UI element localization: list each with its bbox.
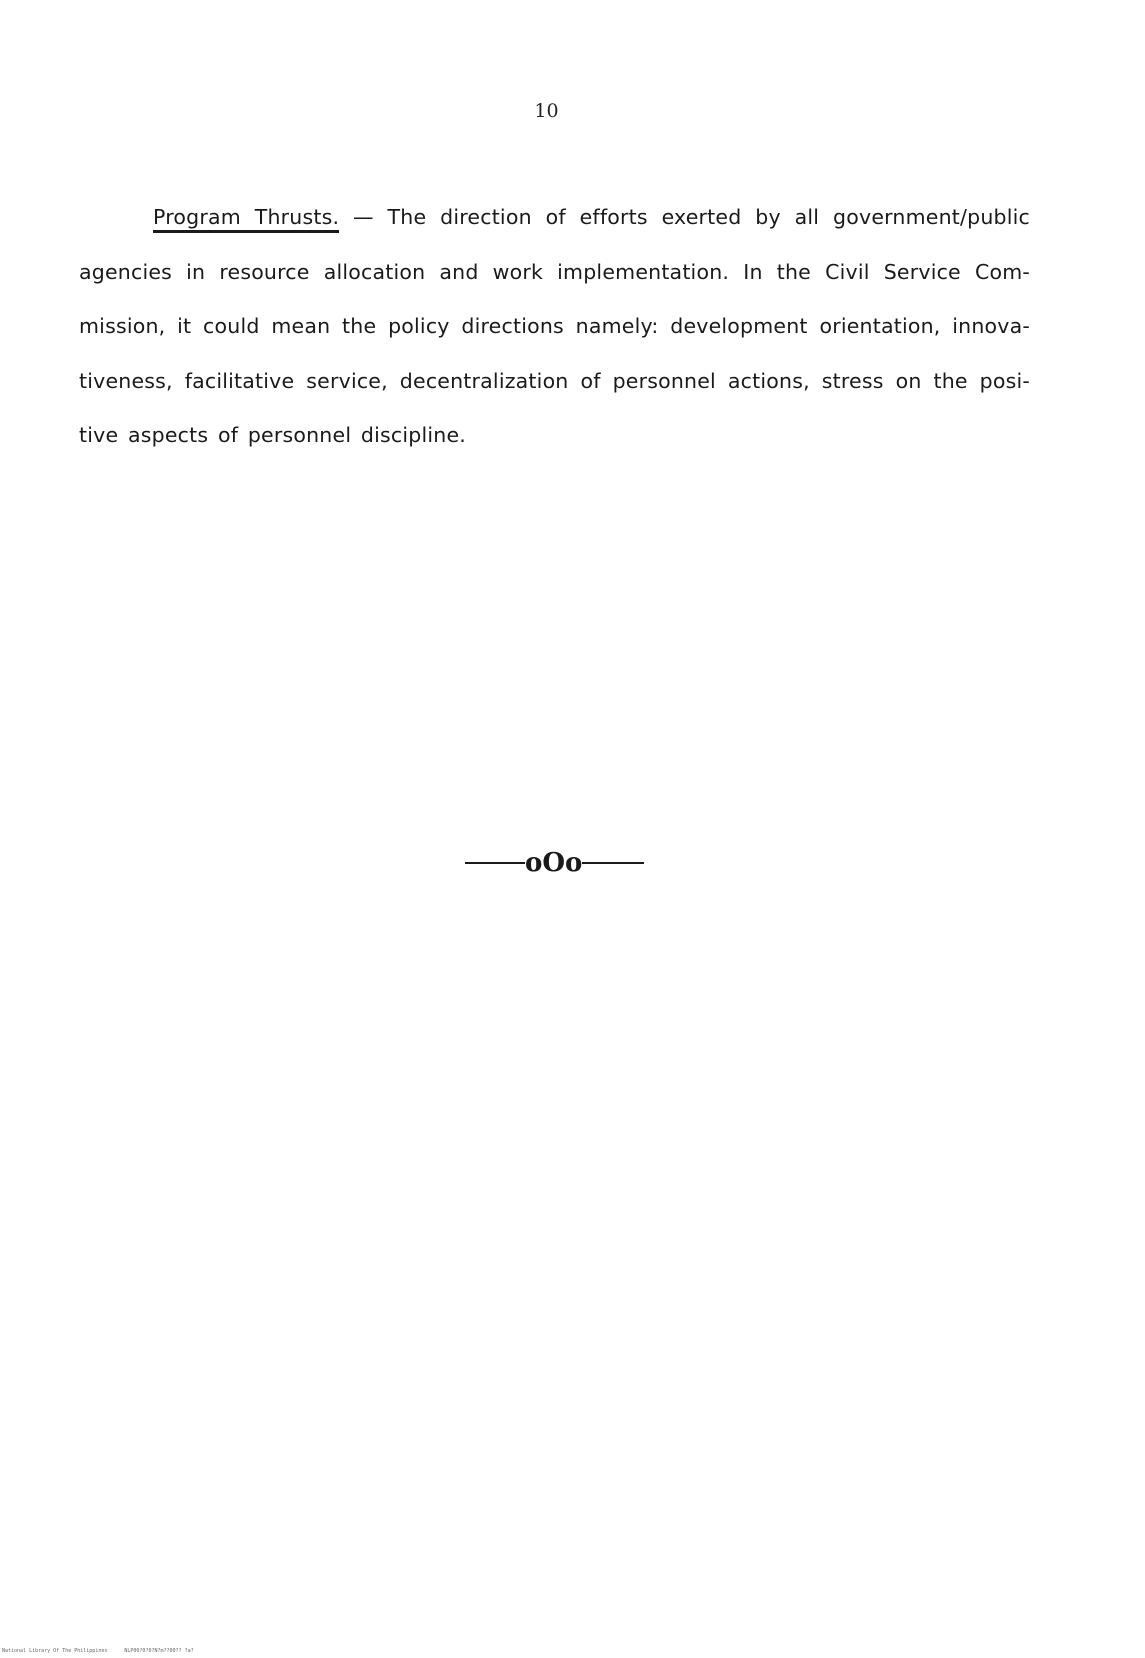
footer-code: NLP00?0?0?N?m??00?? ?a? [124, 1648, 194, 1654]
separator-rule-right [582, 862, 644, 864]
definition-paragraph [79, 190, 1030, 463]
page-number: 10 [534, 100, 559, 122]
definition-line-4: tiveness, facilitative service, decentralization of personnel actions, stress on the posi- [79, 368, 1030, 393]
definition-line-2: agencies in resource allocation and work implementation. In the Civil Service Com- [79, 259, 1030, 284]
end-separator [465, 843, 650, 883]
scan-footer [2, 1648, 194, 1654]
separator-mark: oOo [525, 848, 583, 878]
definition-term: Program Thrusts. [153, 205, 339, 233]
definition-line-3: mission, it could mean the policy directions namely: development orientation, innova- [79, 314, 1030, 338]
separator-rule-left [465, 862, 525, 864]
definition-line-1 [79, 190, 1030, 245]
footer-library: National Library Of The Philippines [2, 1648, 108, 1654]
definition-line-5: tive aspects of personnel discipline. [79, 423, 467, 447]
definition-text-1: — The direction of efforts exerted by all government/public [339, 205, 1030, 229]
